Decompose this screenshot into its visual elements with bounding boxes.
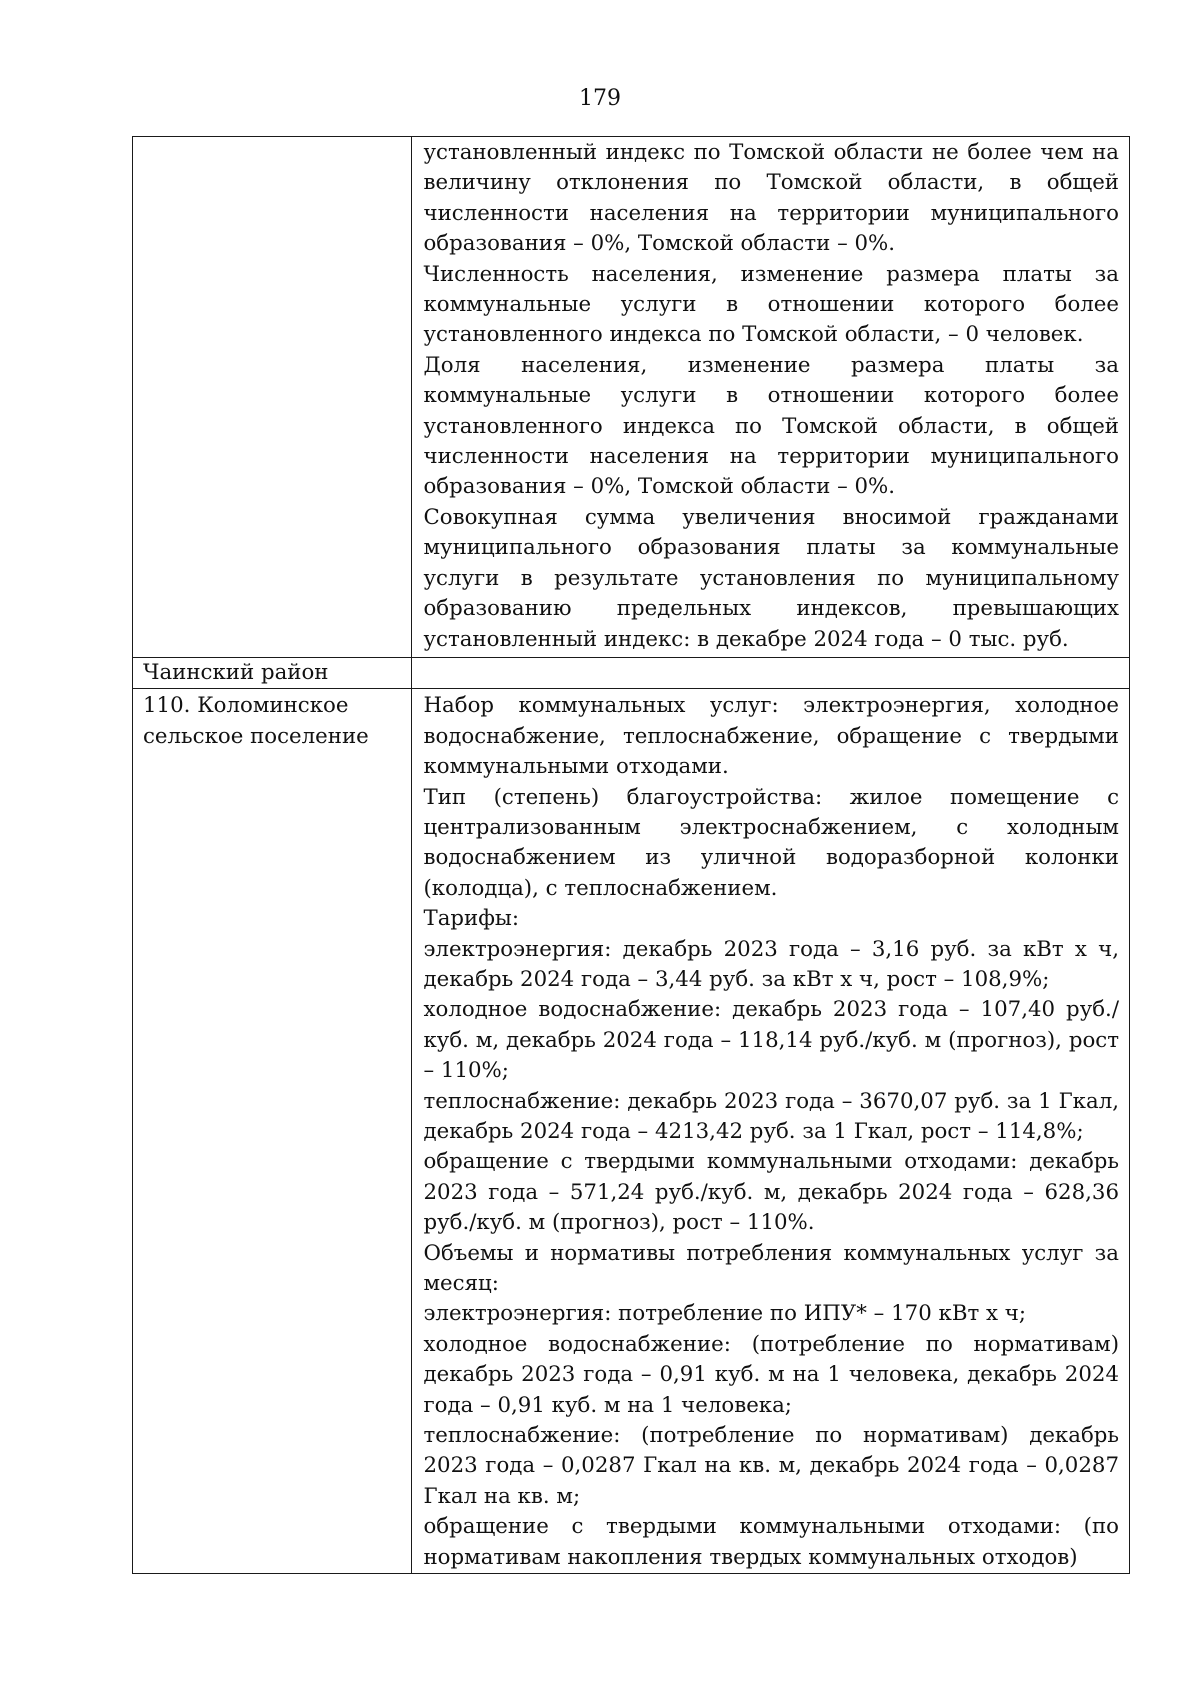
paragraph: электроэнергия: декабрь 2023 года – 3,16 руб. за кВт х ч, декабрь 2024 года – 3,44 руб. за кВт х ч, рост – 108,9%; (423, 936, 1119, 992)
table-row-district (133, 657, 1130, 688)
paragraph: теплоснабжение: (потребление по нормативам) декабрь 2023 года – 0,0287 Гкал на кв. м, декабрь 2024 года – 0,0287 Гкал на кв. м; (423, 1423, 1119, 1509)
paragraph: Тип (степень) благоустройства: жилое помещение с централизованным электроснабжением, с холодным водоснабжением из уличной водоразборной колонки (колодца), с теплоснабжением. (423, 784, 1119, 901)
district-right-cell (412, 657, 1130, 688)
settlement-name-line: сельское поселение (143, 723, 369, 749)
table-row-settlement (133, 689, 1130, 1574)
paragraph: холодное водоснабжение: декабрь 2023 года – 107,40 руб./куб. м, декабрь 2024 года – 118,14 руб./куб. м (прогноз), рост – 110%; (423, 997, 1119, 1084)
continuation-right-cell (412, 137, 1130, 658)
page-number: 179 (579, 86, 621, 111)
paragraph: Тарифы: (423, 906, 520, 932)
paragraph: установленный индекс по Томской области не более чем на величину отклонения по Томской области, в общей численности населения на территории муниципального образования – 0%, Томской области – 0%. (423, 140, 1119, 257)
tariff-table (132, 136, 1130, 1574)
paragraph: Совокупная сумма увеличения вносимой гражданами муниципального образования платы за коммунальные услуги в результате установления по муниципальному образованию предельных индексов, превышающих установленный индекс: в декабре 2024 года – 0 тыс. руб. (423, 504, 1119, 652)
paragraph: теплоснабжение: декабрь 2023 года – 3670,07 руб. за 1 Гкал, декабрь 2024 года – 4213,42 руб. за 1 Гкал, рост – 114,8%; (423, 1088, 1119, 1144)
paragraph: Объемы и нормативы потребления коммунальных услуг за месяц: (423, 1240, 1119, 1297)
paragraph: Доля населения, изменение размера платы за коммунальные услуги в отношении которого более установленного индекса по Томской области, в общей численности населения на территории муниципального образования – 0%, Томской области – 0%. (423, 352, 1119, 500)
paragraph: электроэнергия: потребление по ИПУ* – 170 кВт х ч; (423, 1301, 1027, 1327)
paragraph: холодное водоснабжение: (потребление по нормативам) декабрь 2023 года – 0,91 куб. м на 1 человека, декабрь 2024 года – 0,91 куб. м на 1 человека; (423, 1331, 1119, 1418)
settlement-name-line: 110. Коломинское (143, 693, 349, 719)
paragraph: Численность населения, изменение размера платы за коммунальные услуги в отношении которого более установленного индекса по Томской области, – 0 человек. (423, 261, 1119, 348)
continuation-left-cell (133, 137, 412, 658)
table-row-continuation (133, 137, 1130, 658)
district-name: Чаинский район (133, 657, 412, 688)
paragraph: обращение с твердыми коммунальными отходами: декабрь 2023 года – 571,24 руб./куб. м, декабрь 2024 года – 628,36 руб./куб. м (прогноз), рост – 110%. (423, 1149, 1119, 1236)
paragraph: обращение с твердыми коммунальными отходами: (по нормативам накопления твердых коммунальных отходов) (423, 1514, 1119, 1570)
paragraph: Набор коммунальных услуг: электроэнергия, холодное водоснабжение, теплоснабжение, обращение с твердыми коммунальными отходами. (423, 693, 1119, 780)
settlement-details-cell (412, 689, 1130, 1574)
settlement-name-cell (133, 689, 412, 1574)
